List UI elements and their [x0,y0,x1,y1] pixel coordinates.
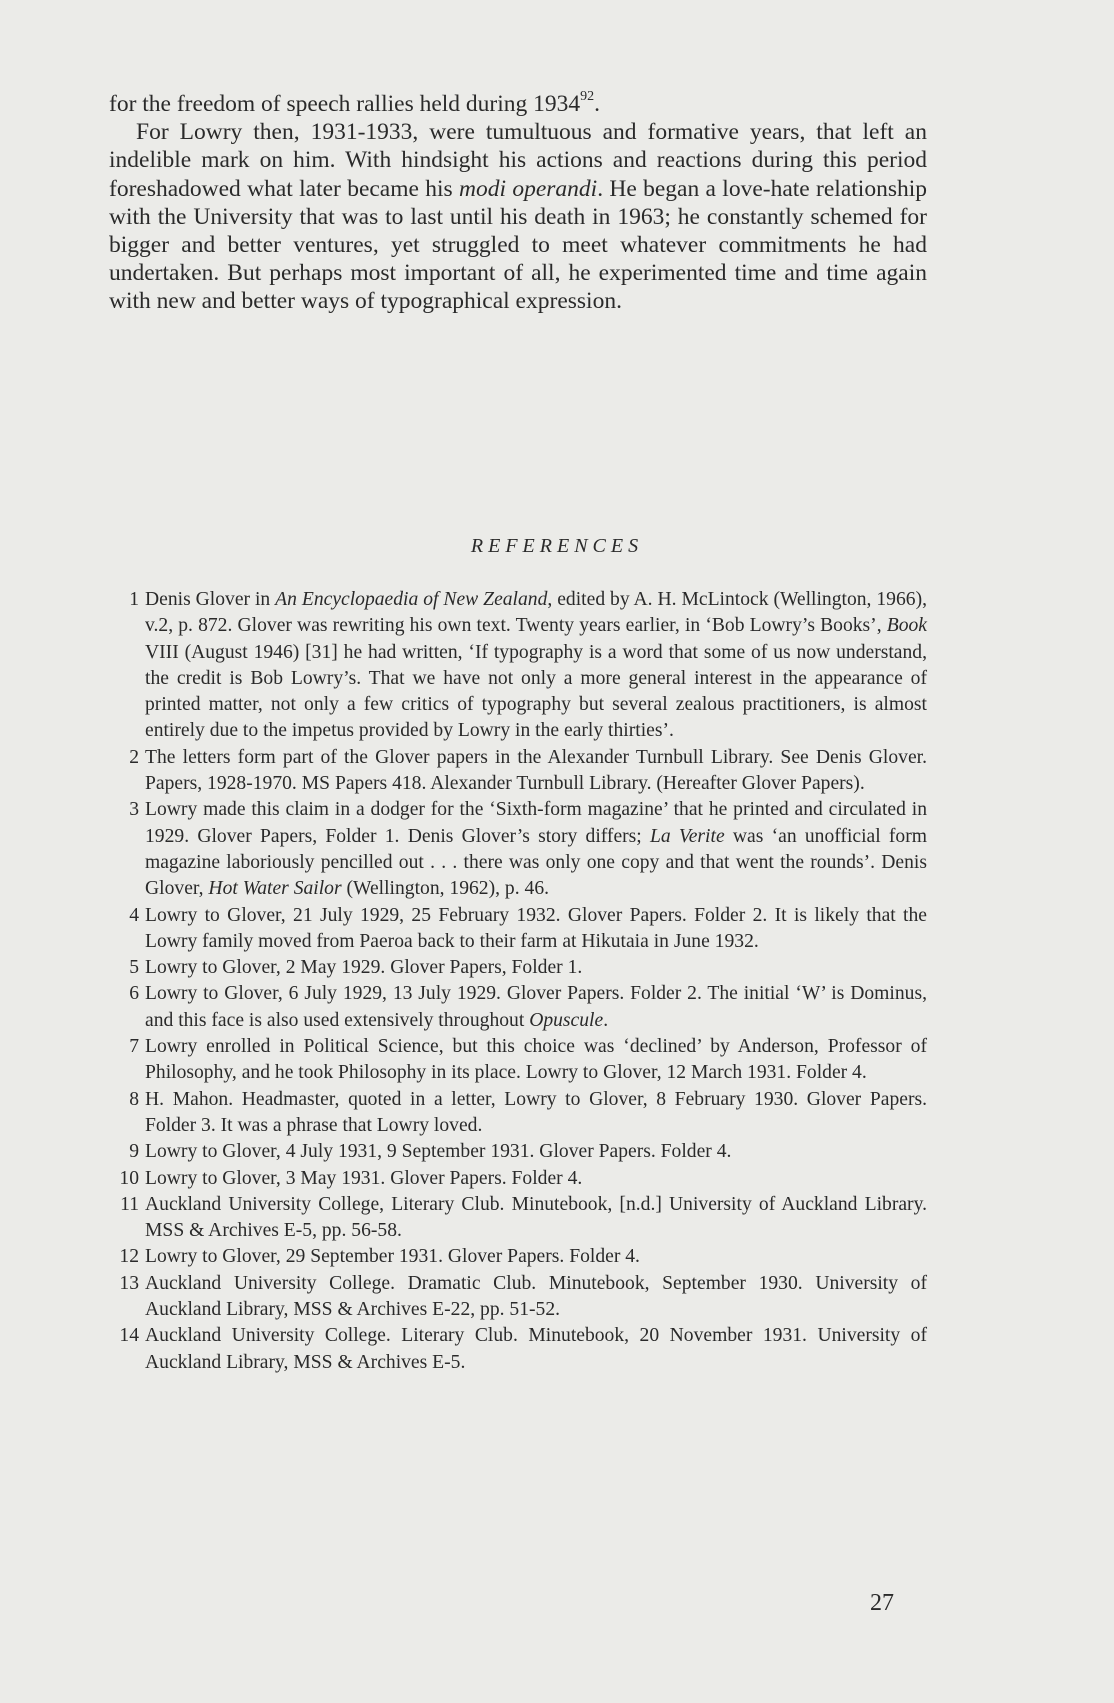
reference-item [109,903,927,956]
reference-item [109,745,927,798]
reference-item [109,1323,927,1376]
reference-number: 6 [129,983,139,1005]
reference-title: Hot Water Sailor [208,878,342,900]
reference-title: Opuscule [529,1009,604,1031]
reference-text [145,745,927,798]
reference-item [109,955,927,981]
body-text [109,90,927,316]
reference-text [145,903,927,956]
reference-segment: Auckland University College, Literary Club. Minutebook, [n.d.] University of Auckland Library. MSS & Archives E-5, pp. 56-58. [145,1193,927,1242]
reference-text [145,587,927,745]
reference-item [109,981,927,1034]
reference-segment: (Wellington, 1962), p. 46. [341,878,550,900]
reference-number: 5 [129,957,139,979]
reference-number: 7 [129,1036,139,1058]
italic-phrase: modi operandi [459,175,598,202]
reference-segment: Denis Glover in [145,589,276,610]
reference-item [109,1034,927,1087]
reference-segment: Auckland University College. Literary Club. Minutebook, 20 November 1931. University of Auckland Library, MSS & Archives E-5. [145,1325,927,1373]
reference-segment: H. Mahon. Headmaster, quoted in a letter, Lowry to Glover, 8 February 1930. Glover Papers. Folder 3. It was a phrase that Lowry loved. [145,1088,927,1136]
reference-text [145,955,927,981]
reference-segment: Lowry made this claim in a dodger for the ‘Sixth-form magazine’ that he printed and circulated in 1929. Glover Papers, Folder 1. Denis Glover’s story differs; [145,799,927,847]
reference-segment: Lowry to Glover, 2 May 1929. Glover Papers, Folder 1. [145,957,583,979]
reference-item [109,1139,927,1165]
reference-text [145,1139,927,1165]
reference-text [145,1166,927,1192]
reference-title: An Encyclopaedia of New Zealand [275,589,548,610]
reference-number: 9 [129,1141,139,1163]
reference-segment: was ‘an unofficial form magazine laboriously pencilled out . . . there was only one copy and that went the rounds’. Denis Glover, [145,825,927,900]
reference-segment: The letters form part of the Glover papers in the Alexander Turnbull Library. See Denis Glover. Papers, 1928-1970. MS Papers 418. Alexander Turnbull Library. (Hereafter Glover Papers). [145,746,927,795]
footnote-marker: 92 [580,89,595,104]
reference-number: 8 [129,1088,139,1110]
reference-number: 10 [119,1167,139,1189]
reference-item [109,1166,927,1192]
reference-title: Book [886,615,927,637]
reference-item [109,1087,927,1140]
paragraph-continuation [109,90,927,118]
reference-text [145,1192,927,1245]
reference-title: La Verite [650,825,725,847]
reference-item [109,587,927,745]
reference-number: 14 [119,1325,139,1347]
paragraph-end: . [594,91,601,117]
reference-text [145,1244,927,1270]
reference-number: 4 [129,904,139,926]
references-heading: REFERENCES [470,535,644,557]
reference-segment: Lowry to Glover, 6 July 1929, 13 July 1929. Glover Papers. Folder 2. The initial ‘W’ is Dominus, and this face is also used extensively throughout [145,983,927,1031]
reference-text [145,1323,927,1376]
reference-number: 11 [120,1193,139,1215]
reference-number: 3 [129,799,139,821]
reference-number: 12 [119,1246,139,1268]
reference-text [145,1087,927,1140]
reference-item [109,1271,927,1324]
reference-segment: . [603,1009,609,1031]
paragraph-text: For Lowry then, 1931-1933, were tumultuous and formative years, that left an indelible mark on him. With hindsight his actions and reactions during this period foreshadowed what later became his [109,119,927,202]
reference-item [109,1244,927,1270]
reference-item [109,1192,927,1245]
references-list [109,587,927,1376]
reference-text [145,1034,927,1087]
paragraph [109,118,927,315]
reference-segment: Lowry to Glover, 29 September 1931. Glover Papers. Folder 4. [145,1246,640,1268]
reference-item [109,797,927,902]
reference-text [145,797,927,902]
reference-text [145,1271,927,1324]
reference-segment: , edited by A. H. McLintock (Wellington, 1966), v.2, p. 872. Glover was rewriting his own text. Twenty years earlier, in ‘Bob Lowry’s Books’, [145,589,927,637]
paragraph-text: . He began a love-hate relationship with the University that was to last until his death in 1963; he constantly schemed for bigger and better ventures, yet struggled to meet whatever commitments he had undertaken. But perhaps most important of all, he experimented time and time again with new and better ways of typographical expression. [109,175,927,315]
reference-number: 13 [119,1272,139,1294]
page-number: 27 [870,1590,894,1616]
paragraph-text: for the freedom of speech rallies held during 1934 [109,91,581,117]
reference-text [145,981,927,1034]
reference-segment: Lowry enrolled in Political Science, but this choice was ‘declined’ by Anderson, Professor of Philosophy, and he took Philosophy in its place. Lowry to Glover, 12 March 1931. Folder 4. [145,1036,927,1084]
reference-segment: Lowry to Glover, 3 May 1931. Glover Papers. Folder 4. [145,1167,583,1189]
reference-segment: Lowry to Glover, 21 July 1929, 25 February 1932. Glover Papers. Folder 2. It is likely that the Lowry family moved from Paeroa back to their farm at Hikutaia in June 1932. [145,904,927,952]
reference-number: 1 [129,589,139,610]
reference-segment: VIII (August 1946) [31] he had written, ‘If typography is a word that some of us now understand, the credit is Bob Lowry’s. That we have not only a more general interest in the appearance of printed matter, not only a few critics of typography but several zealous practitioners, is almost entirely due to the impetus provided by Lowry in the early thirties’. [145,641,927,742]
reference-segment: Auckland University College. Dramatic Club. Minutebook, September 1930. University of Auckland Library, MSS & Archives E-22, pp. 51-52. [145,1272,927,1321]
reference-segment: Lowry to Glover, 4 July 1931, 9 September 1931. Glover Papers. Folder 4. [145,1141,732,1163]
reference-number: 2 [129,746,139,768]
